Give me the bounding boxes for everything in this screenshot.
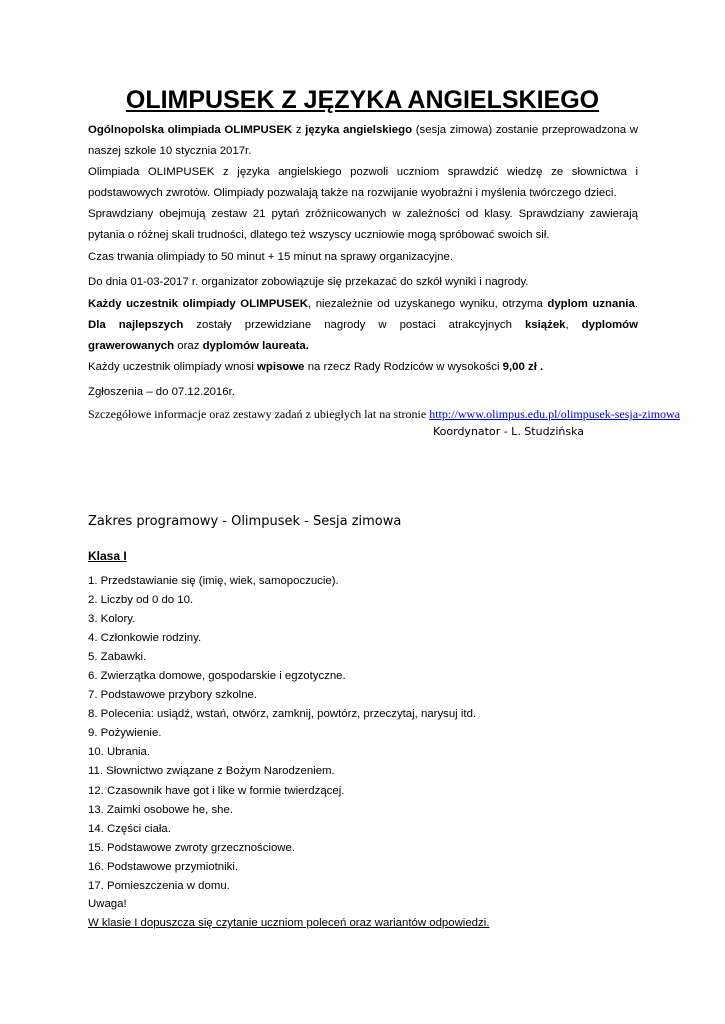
scope-section-title: Zakres programowy - Olimpusek - Sesja zimowa xyxy=(88,514,402,529)
bold-text: języka angielskiego xyxy=(305,124,413,136)
list-item: 3. Kolory. xyxy=(88,613,136,626)
bold-text: 9,00 zł . xyxy=(502,361,544,373)
note-text: W klasie I dopuszcza się czytanie uczniom poleceń oraz wariantów odpowiedzi. xyxy=(88,917,490,929)
bold-text: Ogólnopolska olimpiada OLIMPUSEK xyxy=(88,124,293,136)
topic-list xyxy=(88,572,476,896)
intro-paragraph-2: Olimpiada OLIMPUSEK z języka angielskiego pozwoli uczniom sprawdzić wiedzę ze słownictwa i podstawowych zwrotów. Olimpiady pozwalają także na rozwijanie wyobraźni i myślenia twórczego dzieci. xyxy=(88,166,638,199)
text: zostały przewidziane nagrody w postaci atrakcyjnych xyxy=(183,319,525,331)
intro-paragraph-5: Do dnia 01-03-2017 r. organizator zobowiązuje się przekazać do szkół wyniki i nagrody. xyxy=(88,276,529,288)
bold-text: Dla najlepszych xyxy=(88,319,184,331)
list-item: 6. Zwierzątka domowe, gospodarskie i egzotyczne. xyxy=(88,670,346,683)
text: . xyxy=(634,298,638,310)
bold-text: wpisowe xyxy=(257,361,305,373)
list-item: 13. Zaimki osobowe he, she. xyxy=(88,803,233,816)
note-label: Uwaga! xyxy=(88,898,127,910)
list-item: 17. Pomieszczenia w domu. xyxy=(88,879,230,892)
list-item: 8. Polecenia: usiądź, wstań, otwórz, zamknij, powtórz, przeczytaj, narysuj itd. xyxy=(88,708,477,721)
intro-paragraph-9 xyxy=(88,404,681,425)
text: z xyxy=(292,124,306,136)
coordinator-signature: Koordynator - L. Studzińska xyxy=(433,425,585,438)
list-item: 7. Podstawowe przybory szkolne. xyxy=(88,689,258,702)
text: Każdy uczestnik olimpiady wnosi xyxy=(88,361,258,373)
intro-paragraph-3: Sprawdziany obejmują zestaw 21 pytań zróżnicowanych w zależności od klasy. Sprawdziany zawierają pytania o różnej skali trudności, dlatego też wszyscy uczniowie mogą spróbować swoich sił. xyxy=(88,208,638,241)
list-item: 1. Przedstawianie się (imię, wiek, samopoczucie). xyxy=(88,575,339,587)
list-item: 14. Części ciała. xyxy=(88,822,171,835)
bold-text: dyplomów laureata. xyxy=(202,340,309,352)
intro-paragraph-4: Czas trwania olimpiady to 50 minut + 15 minut na sprawy organizacyjne. xyxy=(88,251,453,263)
list-item: 11. Słownictwo związane z Bożym Narodzeniem. xyxy=(88,765,335,778)
text: , xyxy=(565,319,582,331)
bold-text: książek xyxy=(524,319,566,331)
text: Szczegółowe informacje oraz zestawy zadań z ubiegłych lat na stronie xyxy=(88,407,430,421)
intro-paragraph-7 xyxy=(88,357,638,378)
list-item: 15. Podstawowe zwroty grzecznościowe. xyxy=(88,841,296,854)
bold-text: Każdy uczestnik olimpiady OLIMPUSEK xyxy=(88,298,308,310)
list-item: 16. Podstawowe przymiotniki. xyxy=(88,860,239,873)
bold-text: dyplomów grawerowanych xyxy=(88,319,638,352)
bold-text: dyplom uznania xyxy=(547,298,635,310)
class-heading: Klasa I xyxy=(88,549,127,563)
page-title: OLIMPUSEK Z JĘZYKA ANGIELSKIEGO xyxy=(125,86,600,114)
intro-paragraph-8: Zgłoszenia – do 07.12.2016r. xyxy=(88,386,235,398)
list-item: 2. Liczby od 0 do 10. xyxy=(88,594,194,607)
text: oraz xyxy=(174,340,203,352)
intro-paragraph-1 xyxy=(88,120,638,162)
list-item: 10. Ubrania. xyxy=(88,746,151,759)
list-item: 9. Pożywienie. xyxy=(88,727,162,740)
text: (sesja zimowa) zostanie przeprowadzona w naszej szkole 10 stycznia 2017r. xyxy=(88,124,639,157)
olimpus-website-link[interactable]: http://www.olimpus.edu.pl/olimpusek-sesja-zimowa xyxy=(429,407,681,421)
intro-paragraph-6 xyxy=(88,294,638,357)
text: , niezależnie od uzyskanego wyniku, otrzyma xyxy=(307,298,548,310)
list-item: 12. Czasownik have got i like w formie twierdzącej. xyxy=(88,784,345,797)
list-item: 4. Członkowie rodziny. xyxy=(88,632,202,645)
list-item: 5. Zabawki. xyxy=(88,651,147,664)
text: na rzecz Rady Rodziców w wysokości xyxy=(304,361,503,373)
